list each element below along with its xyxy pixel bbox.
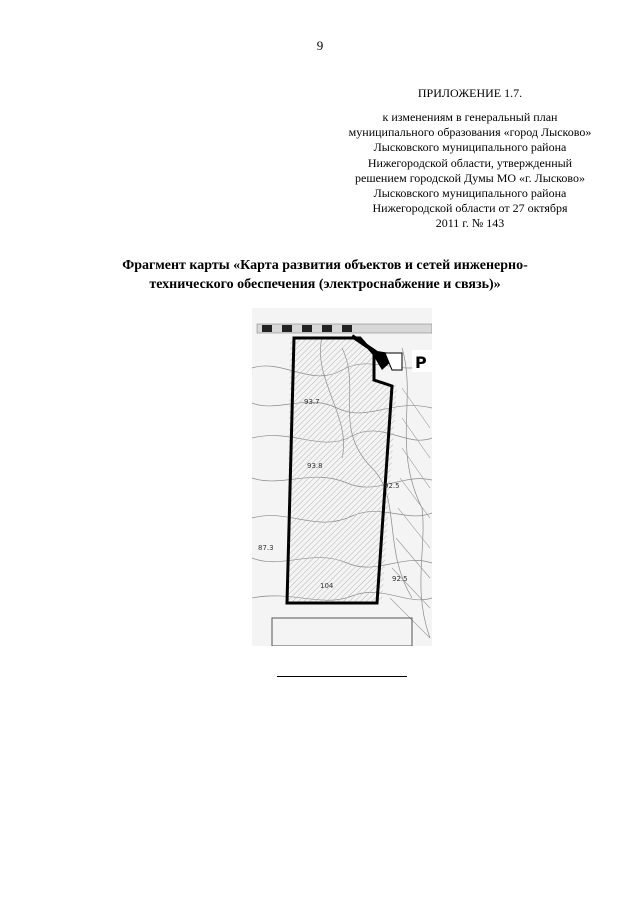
appendix-line: Лысковского муниципального района [373, 140, 567, 155]
map-fragment-title [80, 256, 570, 294]
page-number: 9 [316, 38, 324, 53]
elevation-label: 87.3 [258, 544, 274, 552]
elevation-label: 92.5 [392, 575, 408, 583]
elevation-label: 93.8 [307, 462, 323, 470]
divider-line [277, 676, 407, 677]
appendix-line: Лысковского муниципального района [373, 186, 567, 201]
appendix-line: муниципального образования «город Лысково» [348, 125, 592, 140]
appendix-title: ПРИЛОЖЕНИЕ 1.7. [417, 86, 523, 100]
elevation-label: 93.7 [304, 398, 320, 406]
appendix-line: Нижегородской области от 27 октября [372, 201, 568, 216]
elevation-label: 92.5 [384, 482, 400, 490]
appendix-line: Нижегородской области, утвержденный [367, 155, 573, 170]
appendix-line: к изменениям в генеральный план [382, 110, 558, 124]
appendix-body [330, 110, 610, 232]
map-marker-label: P [415, 353, 427, 372]
map-fragment-title-line2: технического обеспечения (электроснабжение и связь)» [149, 277, 501, 292]
appendix-line: решением городской Думы МО «г. Лысково» [355, 170, 585, 185]
map-fragment-title-line1: Фрагмент карты «Карта развития объектов и сетей инженерно- [122, 258, 528, 273]
elevation-label: 104 [320, 582, 334, 590]
appendix-line: 2011 г. № 143 [435, 216, 505, 231]
map-fragment-image [252, 308, 432, 646]
